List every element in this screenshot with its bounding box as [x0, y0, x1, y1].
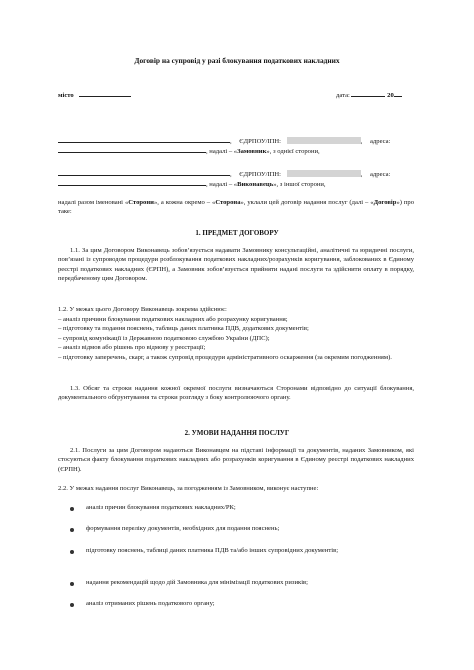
bullet-icon	[70, 603, 74, 607]
party2-name-blank	[58, 169, 230, 176]
party1-address-label: адреса:	[369, 138, 391, 145]
paragraph-1-3: 1.3. Обсяг та строки надання кожної окремої послуги визначаються Сторонами відповідно до ситуації блокування, документального обґрунтування та строки розгляду з боку контролюючого органу.	[58, 385, 414, 402]
party1-line1: , ЄДРПОУ/ІПН: , адреса:	[58, 136, 390, 146]
list-item: аналіз отриманих рішень податкового органу;	[86, 600, 215, 607]
place-blank	[79, 90, 131, 97]
party2-edrpou-box	[287, 170, 361, 177]
list-item: – підготовку та подання пояснень, таблиць даних платника ПДВ, додаткових документів;	[58, 325, 309, 332]
preamble: надалі разом іменовані «Сторони», а кожна окремо – «Сторона», уклали цей договір надання послуг (далі – «Договір») про таке:	[58, 199, 414, 216]
bullet-icon	[70, 550, 74, 554]
paragraph-2-2-intro: 2.2. У межах надання послуг Виконавець, за погодженням із Замовником, виконує наступне:	[58, 485, 319, 492]
party2-role: Виконавець	[237, 181, 274, 188]
list-item: надання рекомендацій щодо дій Замовника для мінімізації податкових ризиків;	[86, 579, 308, 586]
date-line: дата: 20	[336, 90, 402, 100]
date-label: дата	[336, 92, 348, 99]
list-item: формування переліку документів, необхідних для подання пояснень;	[86, 525, 280, 532]
party2-extra-blank	[58, 179, 206, 186]
party1-line2: , надалі – «Замовник», з однієї сторони,	[58, 146, 320, 156]
list-item: підготовку пояснень, таблиці даних платника ПДВ та/або інших супровідних документів;	[86, 547, 339, 554]
party2-line1: , ЄДРПОУ/ІПН: , адреса:	[58, 169, 390, 179]
document-title: Договір на супровід у разі блокування податкових накладних	[134, 56, 340, 65]
party2-address-label: адреса:	[369, 171, 391, 178]
section2-title: 2. УМОВИ НАДАННЯ ПОСЛУГ	[184, 429, 290, 437]
year-prefix: 20	[387, 92, 394, 99]
place-label: місто	[58, 92, 74, 99]
bullet-icon	[70, 507, 74, 511]
party1-role: Замовник	[237, 148, 267, 155]
list-item: – аналіз відмов або рішень про відмову у реєстрації;	[58, 344, 206, 351]
date-blank	[351, 90, 385, 97]
party1-name-blank	[58, 136, 230, 143]
paragraph-1-1: 1.1. За цим Договором Виконавець зобов’язується надавати Замовнику консультаційні, аналітичні та юридичні послуги, пов’язані із супроводом процедури розблокування податкових накладних/розрахунків коригування, заблокованих в Єдиному реєстрі податкових накладних (ЄРПН), а Замовник зобов’язується прийняти надані послуги та здійснити оплату в порядку, передбаченому цим Договором.	[58, 247, 414, 283]
bullet-icon	[70, 528, 74, 532]
list-item: – підготовку заперечень, скарг, а також супровід процедури адміністративного оскарження (за окремим погодженням).	[58, 354, 392, 361]
party1-extra-blank	[58, 146, 206, 153]
section1-title: 1. ПРЕДМЕТ ДОГОВОРУ	[195, 229, 279, 237]
party1-edrpou-label: ЄДРПОУ/ІПН:	[239, 138, 282, 145]
paragraph-2-1: 2.1. Послуги за цим Договором надаються Виконавцем на підставі інформації та документів, наданих Замовником, які стосуються факту блокування податкових накладних або розрахунків коригування в Єдиному реєстрі податкових накладних (ЄРПН).	[58, 447, 414, 473]
list-item: – супровід комунікації із Державною податковою службою України (ДПС);	[58, 335, 270, 342]
party1-edrpou-box	[287, 137, 361, 144]
bullet-icon	[70, 582, 74, 586]
party2-edrpou-label: ЄДРПОУ/ІПН:	[239, 171, 282, 178]
paragraph-1-2-intro: 1.2. У межах цього Договору Виконавець зокрема здійснює:	[58, 306, 227, 313]
list-item: аналіз причин блокування податкових накладних/РК;	[86, 504, 236, 511]
party2-line2: , надалі – «Виконавець», з іншої сторони,	[58, 179, 326, 189]
list-item: – аналіз причини блокування податкових накладних або розрахунку коригування;	[58, 316, 288, 323]
place-line	[58, 90, 131, 100]
year-blank	[394, 90, 402, 97]
